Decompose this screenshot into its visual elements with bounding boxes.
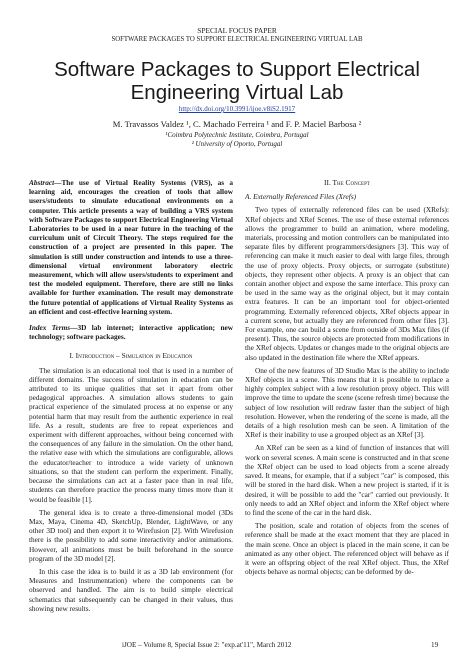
body-paragraph: The position, scale and rotation of objects from the scenes of reference shall be made at the exact moment that they are placed in the main scene. Once an object is placed in the main scene, it can be animated as any other object. The referenced object will behave as if it were an offspring object of the real XRef object. Thus, the XRef objects behave as normal objects; can be deformed by de- bbox=[245, 521, 449, 577]
abstract-text: —The use of Virtual Reality Systems (VRS), as a learning aid, encourages the creation of tools that allow users/students to simulate educational environments on a computer. This article presents a way of building a VRS system with Software Packages to support Electrical Engineering Virtual Laboratories to be used in a near future in the teaching of the curriculum unit of Circuit Theory. The steps required for the construction of a project are presented in this paper. The simulation is still under construction and intends to use a three-dimensional virtual environment laboratory electric measurement, which will allow users/students to experiment and test the modeled equipment. Therefore, there are still no links available for further examination. The result may demonstrate the future potential of applications of Virtual Reality Systems as an efficient and cost-effective learning system. bbox=[29, 178, 233, 316]
author-list: M. Travassos Valdez ¹, C. Machado Ferreira ¹ and F. P. Maciel Barbosa ² bbox=[112, 119, 362, 129]
paper-title: Software Packages to Support Electrical Engineering Virtual Lab bbox=[54, 58, 420, 104]
index-terms-label: Index Terms bbox=[29, 323, 71, 333]
page-number: 19 bbox=[431, 641, 439, 649]
section-heading-introduction: I. Introduction – Simulation in Education bbox=[69, 351, 193, 361]
abstract bbox=[29, 178, 233, 316]
index-terms bbox=[29, 323, 233, 341]
body-paragraph: Two types of externally referenced files can be used (XRefs): XRef objects and XRef Scenes. The use of these external references allows the programmer to build an animation, where modeling, materials, processing and motion controllers can be manipulated into separate files by different programmers/designers [3]. This way of referencing can make it much easier to deal with large files, through the use of proxy objects. Proxy objects, or surrogate (substitute) objects, they represent other objects. A proxy is an object that can contain another object and expose the same interface. This proxy can be used in the same way as the original object, but it may contain extra features. It can be an important tool for object-oriented programming. Externally referenced objects, XRef objects appear in a current scene, but actually they are referenced from other files [3]. For example, one can build a scene from outside of 3Ds Max files (if present). Thus, the source objects are protected from modifications in the XRef objects. Updates or changes made to the original objects are also updated in the destination file where the XRef appears. bbox=[245, 205, 449, 362]
index-terms-text: —3D lab internet; interactive application; new technology; software packages. bbox=[29, 323, 234, 342]
affiliation-1: ¹Coimbra Polytechnic Institute, Coimbra, Portugal bbox=[165, 131, 309, 139]
body-paragraph: One of the new features of 3D Studio Max is the ability to include XRef objects in a scene. This means that it is possible to replace a highly complex subject with a low resolution proxy object. This will improve the time to update the scene (scene refresh time) because the subject of low resolution will redraw faster than the subject of high resolution. However, when the rendering of the scene is made, all the details of a high resolution mesh can be seen. A limitation of the XRef is their inability to use a grouped object as an XRef [3]. bbox=[245, 365, 449, 440]
footer-journal: iJOE – Volume 8, Special Issue 2: "exp.at'11", March 2012 bbox=[122, 641, 292, 649]
running-header-label: SPECIAL FOCUS PAPER bbox=[197, 26, 277, 35]
body-paragraph: The general idea is to create a three-dimensional model (3Ds Max, Maya, Cinema 4D, SketchUp, Blender, LightWave, or any other 3D tool) and then export it to Wirefusion [2]. With Wirefusion there is the possibility to add some interactivity and/or animations. However, all animations must be built beforehand in the source program of the 3D model [2]. bbox=[29, 507, 233, 563]
section-heading-concept: II. The Concept bbox=[324, 178, 370, 187]
doi-link[interactable]: http://dx.doi.org/10.3991/ijoe.v8iS2.1917 bbox=[178, 105, 296, 113]
body-paragraph: An XRef can be seen as a kind of function of instances that will work on several scenes. A main scene is constructed and in that scene the XRef object can be used to load objects from a scene already saved. It means, for example, that if a subject "car" is composed, this will be stored in the hard disk. When a new project is started, if it is desired, it will be possible to add the "car" carried out previously. It only needs to add an XRef object and inform the XRef object where to find the scene of the car in the hard disk. bbox=[245, 443, 449, 517]
body-paragraph: In this case the idea is to build it as a 3D lab environment (for Measures and Instrumentation) where the components can be observed and handled. The aim is to build simple electrical schematics that subsequently can be changed in their values, thus showing new results. bbox=[29, 566, 233, 613]
running-header-title: SOFTWARE PACKAGES TO SUPPORT ELECTRICAL ENGINEERING VIRTUAL LAB bbox=[111, 36, 363, 43]
subsection-heading-xrefs: A. Externally Referenced Files (Xrefs) bbox=[245, 192, 357, 202]
abstract-label: Abstract bbox=[29, 178, 55, 187]
body-paragraph: The simulation is an educational tool that is used in a number of different domains. The success of simulation in education can be attributed to its unique qualities that set it apart from other pedagogical approaches. A simulation allows students to gain practical experience of the simulated process at no expense or any potential harm that may result from the authentic experience in real life. As a result, students are free to repeat experiences and experiment with different approaches, without being concerned with the consequences of any failure in the simulation. On the other hand, the relative ease with which the simulations are configurable, allows the educator/teacher to introduce a wide variety of unknown situations, so that the student can perform the experiment. Finally, because the simulations can act at a faster pace than in real life, students can therefore practice the process many times more than it would be feasible [1]. bbox=[29, 365, 233, 504]
left-column bbox=[29, 178, 233, 617]
affiliation-2: ² University of Oporto, Portugal bbox=[191, 140, 283, 148]
right-column bbox=[245, 178, 449, 580]
